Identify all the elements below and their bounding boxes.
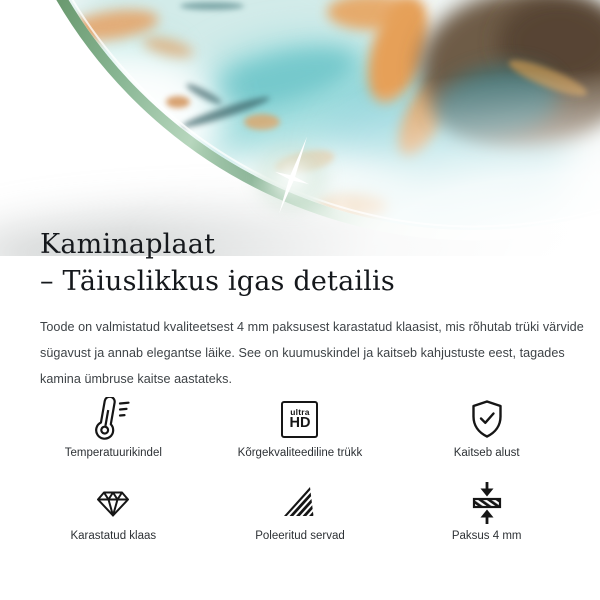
page-title-line2: – Täiuslikkus igas detailis xyxy=(40,266,395,297)
features-grid xyxy=(20,396,580,542)
ultra-hd-icon xyxy=(281,396,318,442)
feature-tempered-glass xyxy=(20,479,207,542)
feature-label: Paksus 4 mm xyxy=(451,530,522,542)
page-title-line1: Kaminaplaat xyxy=(40,229,216,260)
hero-product-image xyxy=(0,0,600,256)
feature-thickness xyxy=(393,479,580,542)
feature-temperature-resistant xyxy=(20,396,207,459)
feature-label: Kõrgekvaliteediline trükk xyxy=(237,447,363,459)
ultra-hd-icon-text-bottom: HD xyxy=(289,415,311,431)
feature-ultra-hd-print xyxy=(207,396,394,459)
glass-panel-image xyxy=(0,0,600,256)
product-description xyxy=(40,314,584,392)
feature-label: Temperatuurikindel xyxy=(64,447,162,459)
feature-label: Karastatud klaas xyxy=(70,530,157,542)
description-line-3: kamina ümbruse kaitse aastateks. xyxy=(40,372,232,386)
feature-protects-surface xyxy=(393,396,580,459)
description-line-2: sügavust ja annab elegantse läike. See on kuumuskindel ja kaitseb kahjustuste eest, tagades xyxy=(40,346,565,360)
feature-polished-edges xyxy=(207,479,394,542)
diamond-icon xyxy=(93,479,133,525)
page-title xyxy=(40,226,395,300)
feature-label: Poleeritud servad xyxy=(255,530,345,542)
feature-label: Kaitseb alust xyxy=(453,447,520,459)
polished-edges-icon xyxy=(280,479,320,525)
thermometer-icon xyxy=(92,396,134,442)
shield-check-icon xyxy=(467,396,507,442)
ultra-hd-icon-text-top: ultra xyxy=(290,406,310,417)
thickness-icon xyxy=(467,479,507,525)
description-line-1: Toode on valmistatud kvaliteetsest 4 mm paksusest karastatud klaasist, mis rõhutab trüki värvide xyxy=(40,320,584,334)
